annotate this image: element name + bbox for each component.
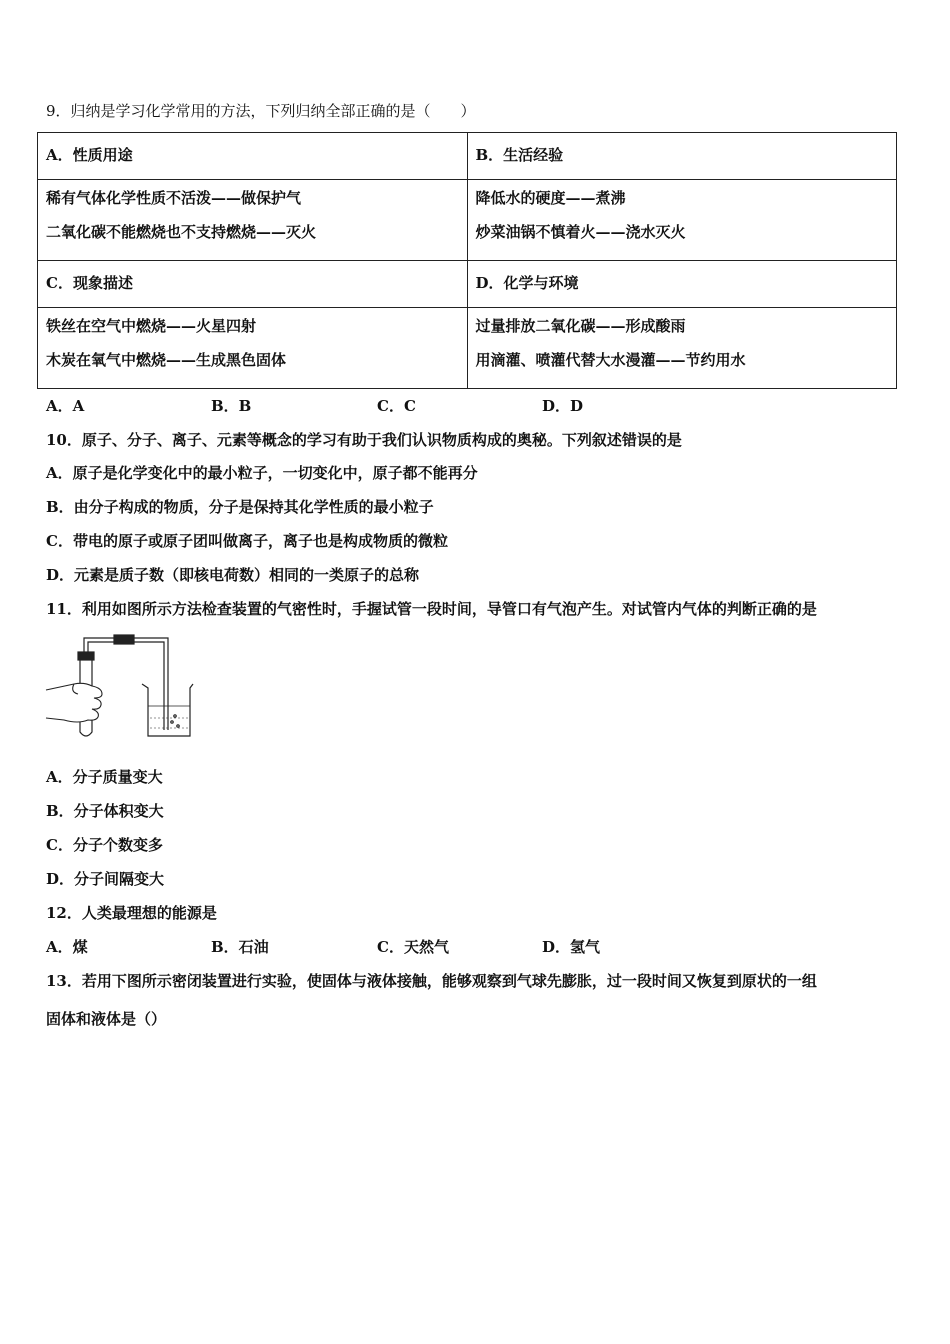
q9-c-header-text: C．现象描述 <box>46 274 133 292</box>
q12-option-a[interactable]: A．煤 <box>46 938 88 956</box>
q10-option-b[interactable]: B．由分子构成的物质，分子是保持其化学性质的最小粒子 <box>46 498 434 516</box>
q9-stem: 9．归纳是学习化学常用的方法，下列归纳全部正确的是（ ） <box>46 102 476 120</box>
hand-icon <box>46 683 102 722</box>
q9-c-line-1: 铁丝在空气中燃烧——火星四射 <box>46 317 257 335</box>
q9-b-line-1: 降低水的硬度——煮沸 <box>475 189 626 207</box>
q9-cell-c-header <box>38 261 468 308</box>
q11-option-c[interactable]: C．分子个数变多 <box>46 836 163 854</box>
q13-stem-line-1: 13．若用下图所示密闭装置进行实验，使固体与液体接触，能够观察到气球先膨胀，过一段时间又恢复到原状的一组 <box>46 972 817 990</box>
q11-option-d[interactable]: D．分子间隔变大 <box>46 870 165 888</box>
q10-option-a[interactable]: A．原子是化学变化中的最小粒子，一切变化中，原子都不能再分 <box>46 464 478 482</box>
q9-cell-c-body <box>38 308 468 389</box>
q9-cell-d-body <box>467 308 897 389</box>
q9-d-line-2: 用滴灌、喷灌代替大水漫灌——节约用水 <box>475 351 746 369</box>
q9-option-a[interactable]: A．A <box>46 397 85 415</box>
q9-option-c[interactable]: C．C <box>377 397 416 415</box>
q12-option-c[interactable]: C．天然气 <box>377 938 449 956</box>
q10-option-d[interactable]: D．元素是质子数（即核电荷数）相同的一类原子的总称 <box>46 566 420 584</box>
q9-b-header-text: B．生活经验 <box>475 146 564 164</box>
q9-cell-a-body <box>38 180 468 261</box>
q12-stem: 12．人类最理想的能源是 <box>46 904 217 922</box>
airtightness-apparatus-figure <box>44 632 194 742</box>
q9-cell-b-body <box>467 180 897 261</box>
q9-a-line-2: 二氧化碳不能燃烧也不支持燃烧——灭火 <box>46 223 317 241</box>
q9-b-line-2: 炒菜油锅不慎着火——浇水灭火 <box>475 223 686 241</box>
q9-option-d[interactable]: D．D <box>542 397 584 415</box>
q9-option-b[interactable]: B．B <box>211 397 252 415</box>
q9-cell-b-header <box>467 133 897 180</box>
q12-option-d[interactable]: D．氢气 <box>542 938 601 956</box>
q9-c-line-2: 木炭在氧气中燃烧——生成黑色固体 <box>46 351 287 369</box>
q9-cell-a-header <box>38 133 468 180</box>
q9-a-line-1: 稀有气体化学性质不活泼——做保护气 <box>46 189 302 207</box>
q9-d-line-1: 过量排放二氧化碳——形成酸雨 <box>475 317 686 335</box>
q9-a-header-text: A．性质用途 <box>46 146 133 164</box>
q9-table <box>37 132 897 389</box>
q13-stem-line-2: 固体和液体是（） <box>46 1010 167 1028</box>
q10-stem: 10．原子、分子、离子、元素等概念的学习有助于我们认识物质构成的奥秘。下列叙述错误的是 <box>46 431 682 449</box>
q11-stem: 11．利用如图所示方法检查装置的气密性时，手握试管一段时间，导管口有气泡产生。对试管内气体的判断正确的是 <box>46 600 817 618</box>
q11-option-a[interactable]: A．分子质量变大 <box>46 768 163 786</box>
q11-option-b[interactable]: B．分子体积变大 <box>46 802 164 820</box>
q9-d-header-text: D．化学与环境 <box>475 274 579 292</box>
q10-option-c[interactable]: C．带电的原子或原子团叫做离子，离子也是构成物质的微粒 <box>46 532 448 550</box>
q12-option-b[interactable]: B．石油 <box>211 938 269 956</box>
q9-cell-d-header <box>467 261 897 308</box>
